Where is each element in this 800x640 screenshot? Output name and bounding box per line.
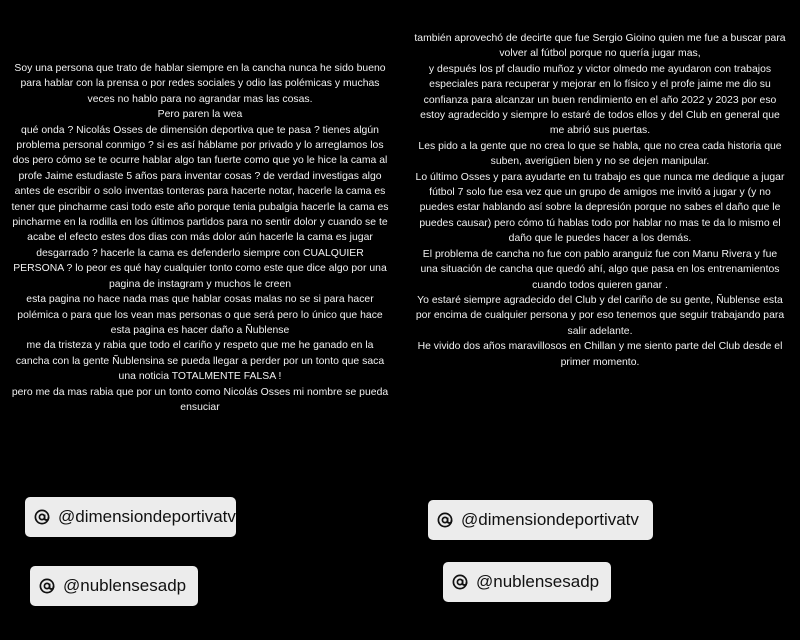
story-panel-right [400,0,800,640]
story-paragraph: esta pagina no hace nada mas que hablar cosas malas no se si para hacer polémica o para que los vean mas personas o que será pero lo único que hace esta pagina es hacer daño a Ñublense [17,294,383,336]
mention-label: @dimensiondeportivatv [58,507,236,526]
story-paragraph: me da tristeza y rabia que todo el cariño y respeto que me he ganado en la cancha con la gente Ñublensina se pueda llegar a perder por un tonto que saca una noticia TOTALMENTE FALSA ! [15,340,385,383]
story-paragraph: Lo último Osses y para ayudarte en tu trabajo es que nunca me dedique a jugar fútbol 7 solo fue esa vez que un grupo de amigos me invitó a jugar y (y no puedes estar hablando así sobre la depresión porque no sabes el daño que le puedes causar) pero cómo tú hablas todo por hablar no mas te da lo mismo el daño que le puedes hacer a los demás. [415,171,785,245]
mention-label: @dimensiondeportivatv [461,510,639,529]
mention-label: @nublensesadp [476,572,600,591]
story-paragraph: qué onda ? Nicolás Osses de dimensión deportiva que te pasa ? tienes algún problema personal conmigo ? si es así háblame por privado y lo arreglamos los dos pero cómo se te ocurre hablar algo tan fuerte como que yo le hice la cama al profe Jaime estudiaste 5 años para inventar cosas ? de verdad investigas algo antes de escribir o solo inventas tonteras para hacerte notar, hacerle la cama es tener que pincharme casi todo este año porque tenia pubalgia hacerle la cama es pincharme en la rodilla en los últimos partidos para no sentir dolor y cuando se te acabe el efecto estes dos dias con más dolor aún hacerle la cama es jugar desgarrado ? hacerle la cama es defenderlo siempre con CUALQUIER PERSONA ? lo peor es qué hay cualquier tonto como este que dice algo por una pagina de instagram y muchos le creen [11,124,389,290]
mention-sticker-dimensiondeportivatv[interactable] [428,500,653,540]
story-paragraph: He vivido dos años maravillosos en Chillan y me siento parte del Club desde el primer momento. [417,341,783,368]
mention-sticker-nublensesadp[interactable] [30,566,198,606]
story-paragraph: y después los pf claudio muñoz y victor olmedo me ayudaron con trabajos especiales para recuperar y mejorar en lo físico y el profe jaime me dio su confianza para alcanzar un buen rendimiento en el año 2022 y 2023 por eso estoy agradecido y siempre lo estaré de todos ellos y del Club en general que me abrió sus puertas. [420,63,780,137]
story-paragraph: Pero paren la wea [157,109,243,121]
mention-sticker-nublensesadp[interactable] [443,562,611,602]
story-paragraph: Soy una persona que trato de hablar siempre en la cancha nunca he sido bueno para hablar con la prensa o por redes sociales y odio las polémicas y muchas veces no hablo para no agrandar mas las cosas. [14,63,386,105]
instagram-at-icon [452,574,468,590]
story-paragraph: pero me da mas rabia que por un tonto como Nicolás Osses mi nombre se pueda ensuciar [11,386,389,413]
story-text-right [414,31,786,370]
mention-sticker-dimensiondeportivatv[interactable] [25,497,236,537]
story-paragraph: Les pido a la gente que no crea lo que se habla, que no crea cada historia que suben, averigüen bien y no se dejen manipular. [418,140,782,168]
story-paragraph: El problema de cancha no fue con pablo aranguiz fue con Manu Rivera y fue una situación de cancha que quedó ahí, algo que pasa en los entrenamientos cuando todos quieren ganar . [420,248,780,291]
story-text-left [10,61,390,415]
instagram-at-icon [437,512,453,528]
mention-label: @nublensesadp [63,576,187,595]
story-paragraph: Yo estaré siempre agradecido del Club y del cariño de su gente, Ñublense esta por encima de cualquier persona y por eso tenemos que seguir trabajando para salir adelante. [415,294,785,337]
instagram-at-icon [39,578,55,594]
story-paragraph: también aprovechó de decirte que fue Sergio Gioino quien me fue a buscar para volver al fútbol porque no quería jugar mas, [414,33,786,60]
instagram-at-icon [34,509,50,525]
